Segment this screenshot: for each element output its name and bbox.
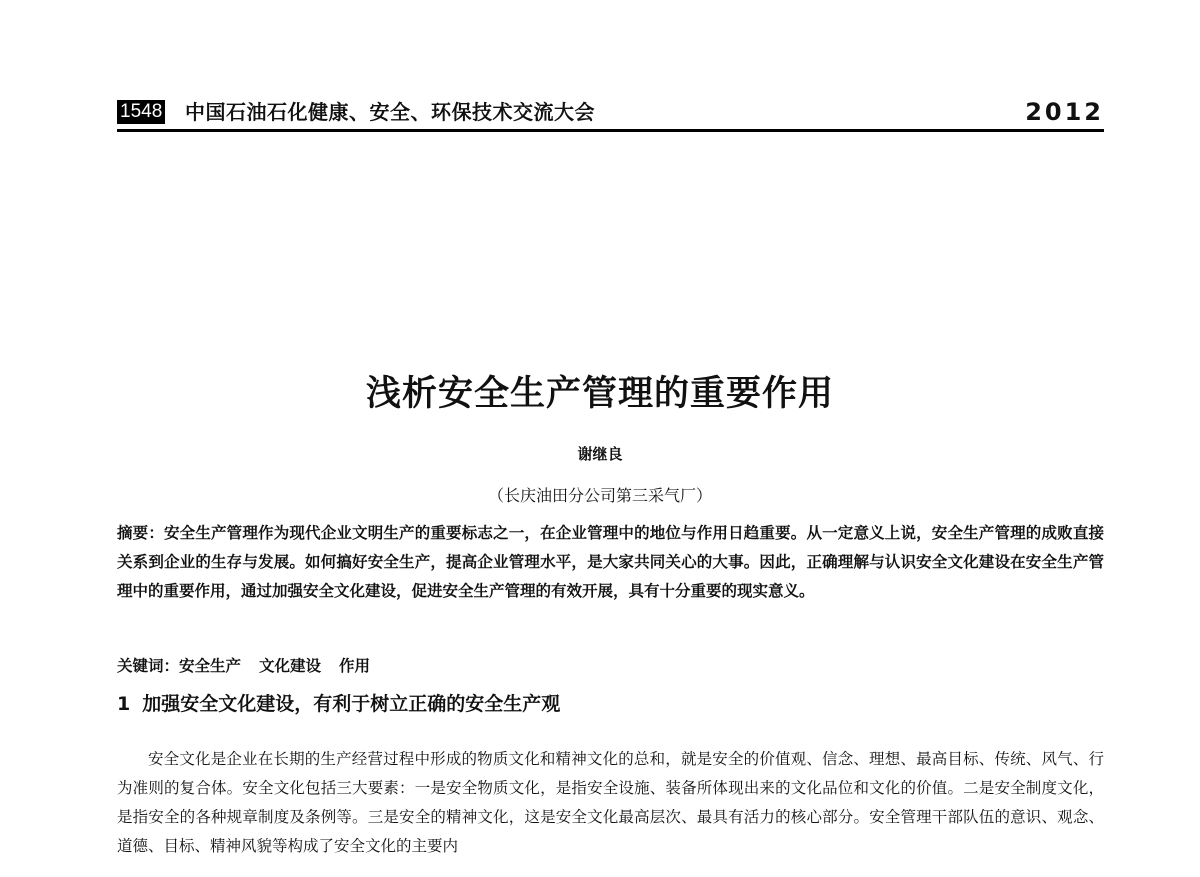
header-rule <box>117 129 1104 132</box>
keywords-line <box>117 654 388 678</box>
keyword: 作用 <box>339 657 371 675</box>
article-author: 谢继良 <box>577 445 623 463</box>
article-title: 浅析安全生产管理的重要作用 <box>365 374 834 414</box>
keyword: 安全生产 <box>179 657 242 675</box>
journal-title: 中国石油石化健康、安全、环保技术交流大会 <box>185 100 595 124</box>
body-paragraph: 安全文化是企业在长期的生产经营过程中形成的物质文化和精神文化的总和，就是安全的价值观、信念、理想、最高目标、传统、风气、行为准则的复合体。安全文化包括三大要素：一是安全物质文化，是指安全设施、装备所体现出来的文化品位和文化的价值。二是安全制度文化，是指安全的各种规章制度及条例等。三是安全的精神文化，这是安全文化最高层次、最具有活力的核心部分。安全管理干部队伍的意识、观念、道德、目标、精神风貌等构成了安全文化的主要内 <box>117 750 1104 855</box>
running-header <box>117 98 1104 132</box>
section-heading <box>117 690 560 718</box>
section-title: 加强安全文化建设，有利于树立正确的安全生产观 <box>142 693 561 715</box>
section-number: 1 <box>117 693 131 715</box>
keyword: 文化建设 <box>259 657 322 675</box>
keywords-label: 关键词： <box>117 657 180 675</box>
abstract: 摘要：安全生产管理作为现代企业文明生产的重要标志之一，在企业管理中的地位与作用日趋重要。从一定意义上说，安全生产管理的成败直接关系到企业的生存与发展。如何搞好安全生产，提高企业管理水平，是大家共同关心的大事。因此，正确理解与认识安全文化建设在安全生产管理中的重要作用，通过加强安全文化建设，促进安全生产管理的有效开展，具有十分重要的现实意义。 <box>117 524 1104 600</box>
page-number: 1548 <box>117 100 165 124</box>
author-affiliation: （长庆油田分公司第三采气厂） <box>487 486 712 505</box>
header-year: 2012 <box>1025 98 1104 126</box>
